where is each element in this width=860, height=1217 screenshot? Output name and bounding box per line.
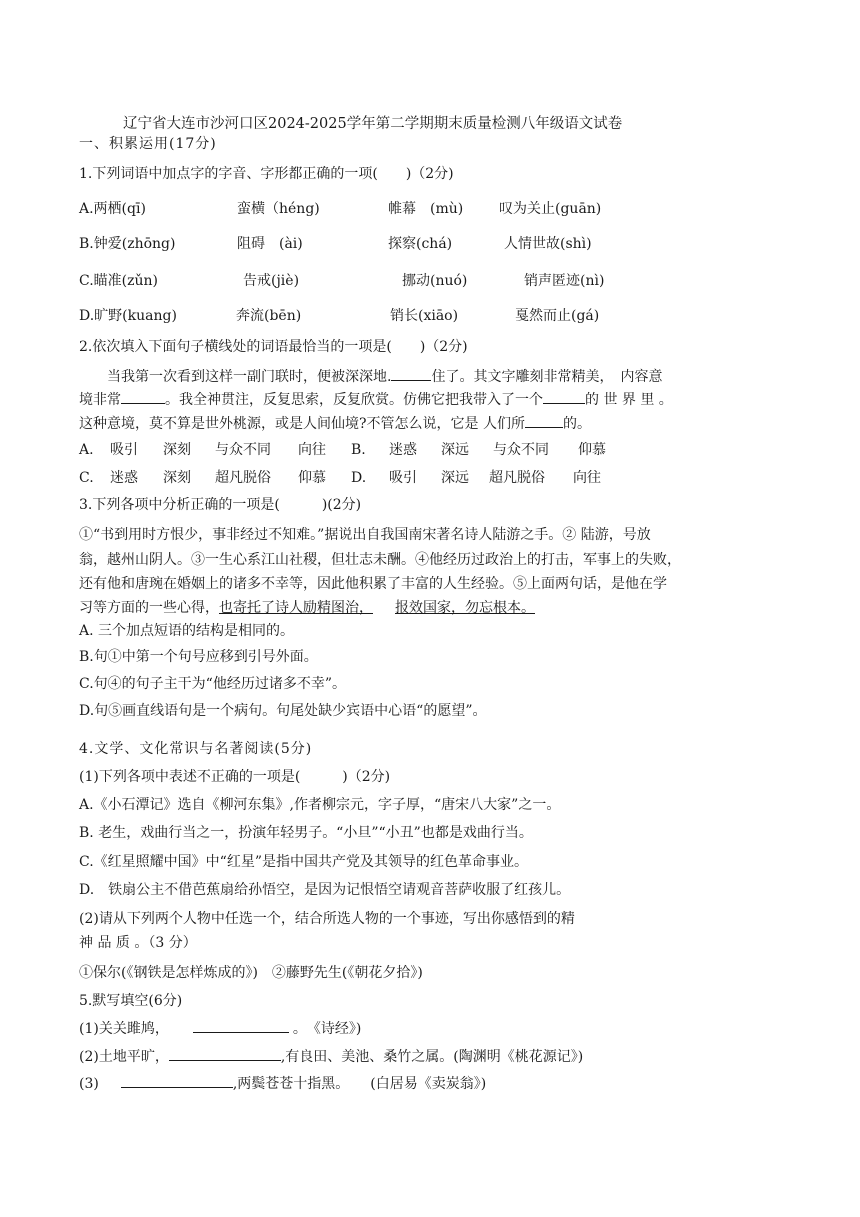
q2-d-w1: 吸引 [389, 470, 417, 486]
q2-b-w2: 深远 [441, 442, 469, 458]
q1-c-1: C.瞄准(zǔn) [79, 273, 158, 289]
q2-stem: 2.依次填入下面句子横线处的词语最恰当的一项是( )（2分) [79, 339, 468, 355]
q1-stem: 1.下列词语中加点字的字音、字形都正确的一项( )（2分) [79, 166, 454, 182]
q1-a-1: A.两栖(qī) [79, 201, 146, 217]
q2-b-w3: 与众不同 [493, 442, 549, 458]
q1-a-4: 叹为关止(guān) [499, 201, 602, 217]
q4-sub2-line1: (2)请从下列两个人物中任选一个，结合所选人物的一个事迹，写出你感悟到的精 [79, 911, 575, 927]
q2-p2a: 境非常 [79, 392, 121, 408]
blank-7 [121, 1073, 233, 1088]
q2-a-w2: 深刻 [163, 442, 191, 458]
q5-line3 [79, 1073, 486, 1094]
q2-c-label: C. [79, 470, 94, 486]
q3-option-a: A. 三个加点短语的结构是相同的。 [79, 623, 295, 639]
q4-option-b: B. 老生，戏曲行当之一，扮演年轻男子。“小旦”“小丑”也都是戏曲行当。 [79, 825, 533, 841]
q1-d-2: 奔流(bēn) [236, 308, 302, 324]
q5-line1 [79, 1018, 361, 1039]
q3-underlined-2: 报效国家，勿忘根本。 [395, 600, 535, 616]
q1-a-3: 帷幕 (mù) [388, 201, 464, 217]
q2-d-w2: 深远 [441, 470, 469, 486]
q5-l3a: (3) [79, 1076, 99, 1092]
q3-underlined-1: 也寄托了诗人励精图治， [219, 600, 373, 616]
q2-b-w4: 仰慕 [578, 442, 606, 458]
blank-1 [391, 366, 431, 381]
q2-passage-line1 [107, 366, 662, 387]
q2-p3b: 的。 [562, 416, 591, 432]
q2-d-label: D. [351, 470, 367, 486]
q2-c-w4: 仰慕 [298, 470, 326, 486]
section-heading: 一、积累运用(17分) [79, 136, 217, 152]
q4-sub2-choices: ①保尔(《钢铁是怎样炼成的》) ②藤野先生(《朝花夕拾》) [79, 965, 423, 981]
q3-stem: 3.下列各项中分析正确的一项是( )(2分) [79, 497, 362, 513]
q2-p3a: 这种意境，莫不算是世外桃源，或是人间仙境?不管怎么说，它是 人们所 [79, 416, 525, 432]
blank-5 [193, 1018, 289, 1033]
q4-sub1: (1)下列各项中表述不正确的一项是( )（2分) [79, 769, 391, 785]
blank-4 [525, 413, 563, 428]
q5-stem: 5.默写填空(6分) [79, 993, 183, 1009]
q2-a-w3: 与众不同 [215, 442, 271, 458]
q1-b-1: B.钟爱(zhōng) [79, 236, 176, 252]
q5-l1a: (1)关关雎鸠， [79, 1021, 169, 1037]
q3-l4a: 习等方面的一些心得， [79, 600, 219, 616]
blank-3 [543, 389, 585, 404]
q3-passage-line4 [79, 598, 535, 618]
q1-b-3: 探察(chá) [388, 236, 453, 252]
q4-stem: 4.文学、文化常识与名著阅读(5分) [79, 741, 313, 757]
q5-line2 [79, 1046, 583, 1067]
q3-option-c: C.句④的句子主干为“他经历过诸多不幸”。 [79, 676, 346, 692]
q2-d-w4: 向往 [573, 470, 601, 486]
q5-l1b: 。 《诗经》) [292, 1021, 362, 1037]
q1-c-2: 告戒(jiè) [243, 273, 300, 289]
q5-l2a: (2)土地平旷， [79, 1049, 169, 1065]
q2-c-w1: 迷惑 [110, 470, 138, 486]
q5-l3b: ,两鬓苍苍十指黑。 (白居易《卖炭翁》) [232, 1076, 487, 1092]
q2-a-w4: 向往 [298, 442, 326, 458]
q2-c-w2: 深刻 [163, 470, 191, 486]
q2-passage-line3 [79, 413, 591, 434]
q2-c-w3: 超凡脱俗 [215, 470, 271, 486]
q1-a-2: 蛮横（héng) [237, 201, 320, 217]
blank-2 [121, 389, 165, 404]
q1-d-3: 销长(xiāo) [390, 308, 459, 324]
q3-passage-line2: 翁，越州山阴人。③一生心系江山社稷，但壮志未酬。④他经历过政治上的打击，军事上的失败， [79, 552, 681, 568]
blank-6 [169, 1046, 281, 1061]
q1-c-3: 挪动(nuó) [402, 273, 468, 289]
q1-d-4: 戛然而止(gá) [515, 308, 600, 324]
q1-c-4: 销声匿迹(nì) [524, 273, 605, 289]
q2-p2b: 。我全神贯注，反复思索，反复欣赏。仿佛它把我带入了一个 [165, 392, 543, 408]
q2-d-w3: 超凡脱俗 [489, 470, 545, 486]
q4-option-a: A.《小石潭记》选自《柳河东集》,作者柳宗元，字子厚，“唐宋八大家”之一。 [79, 797, 561, 813]
q2-p1a: 当我第一次看到这样一副门联时，便被深深地. [107, 369, 392, 385]
q2-b-label: B. [351, 442, 366, 458]
q1-b-2: 阻碍 (ài) [237, 236, 303, 252]
page-title: 辽宁省大连市沙河口区2024-2025学年第二学期期末质量检测八年级语文试卷 [123, 116, 623, 132]
q4-option-d: D. 铁扇公主不借芭蕉扇给孙悟空，是因为记恨悟空请观音菩萨收服了红孩儿。 [79, 882, 571, 898]
q4-option-c: C.《红星照耀中国》中“红星”是指中国共产党及其领导的红色革命事业。 [79, 854, 528, 870]
q2-p1b: 住了。其文字雕刻非常精美， 内容意 [431, 369, 663, 385]
q3-option-d: D.句⑤画直线语句是一个病句。句尾处缺少宾语中心语“的愿望”。 [79, 703, 487, 719]
q3-passage-line1: ①“书到用时方恨少，事非经过不知难。”据说出自我国南宋著名诗人陆游之手。② 陆游，号放 [79, 527, 651, 543]
q2-b-w1: 迷惑 [389, 442, 417, 458]
q4-sub2-line2: 神 品 质 。（3 分） [79, 935, 197, 951]
q1-d-1: D.旷野(kuang) [79, 308, 177, 324]
q3-option-b: B.句①中第一个句号应移到引号外面。 [79, 649, 318, 665]
q2-a-label: A. [79, 442, 94, 458]
q2-a-w1: 吸引 [110, 442, 138, 458]
q3-passage-line3: 还有他和唐琬在婚姻上的诸多不幸等，因此他积累了丰富的人生经验。⑤上面两句话，是他在学 [79, 576, 667, 592]
q2-passage-line2 [79, 389, 673, 410]
q2-p2c: 的 世 界 里 。 [585, 392, 673, 408]
q5-l2b: ,有良田、美池、桑竹之属。(陶渊明《桃花源记》) [280, 1049, 584, 1065]
q3-underline-gap [373, 598, 395, 618]
q1-b-4: 人情世故(shì) [504, 236, 592, 252]
